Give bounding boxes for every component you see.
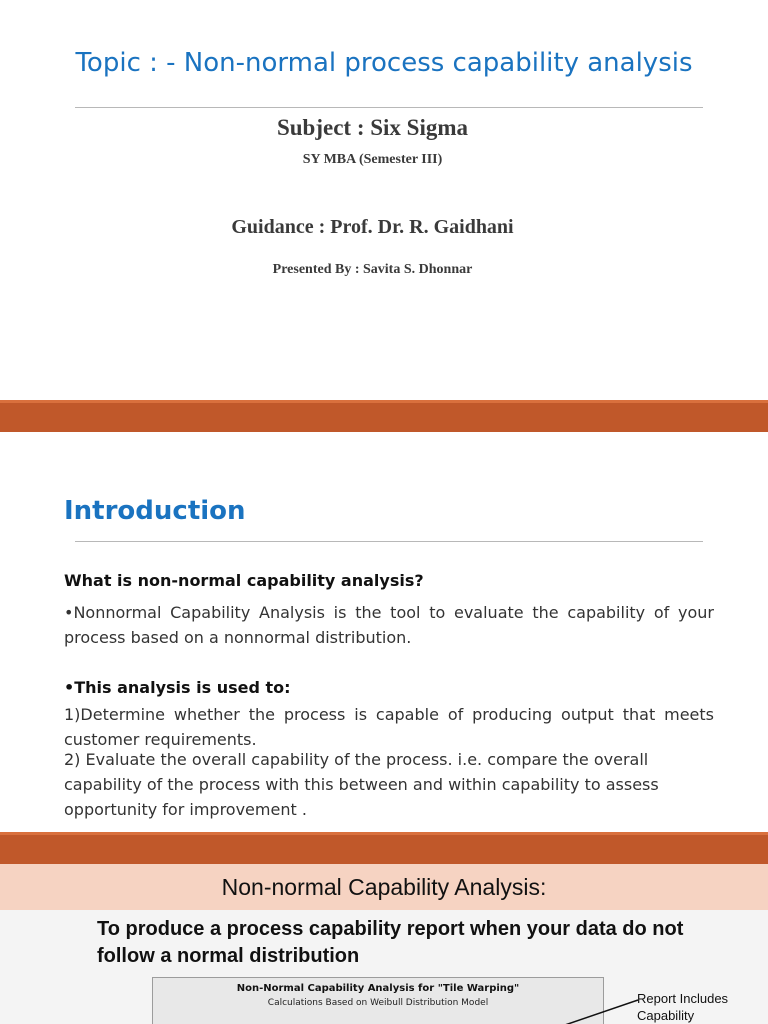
- slide-separator: [0, 832, 768, 864]
- slide-separator: [0, 400, 768, 432]
- capability-analysis-slide: [0, 864, 768, 1024]
- title-slide: [0, 0, 768, 400]
- introduction-divider: [75, 541, 703, 542]
- callout-text: Report Includes Capability: [637, 991, 729, 1023]
- introduction-title: Introduction: [64, 496, 246, 526]
- report-subtitle: Calculations Based on Weibull Distribution Model: [267, 998, 489, 1008]
- used-for-heading: •This analysis is used to:: [64, 678, 291, 697]
- title-divider: [75, 107, 703, 108]
- callout-pointer: [560, 998, 640, 1024]
- subject-line: Subject : Six Sigma: [276, 115, 469, 140]
- question-heading: What is non-normal capability analysis?: [64, 571, 424, 590]
- topic-title: Topic : - Non-normal process capability analysis: [75, 48, 693, 78]
- definition-paragraph: •Nonnormal Capability Analysis is the tool to evaluate the capability of your process based on a nonnormal distribution.: [64, 603, 714, 647]
- slide-subtitle: To produce a process capability report when your data do not follow a normal distribution: [97, 918, 684, 967]
- report-preview: [152, 977, 604, 1024]
- point-one-paragraph: 1)Determine whether the process is capable of producing output that meets customer requirements.: [64, 705, 714, 749]
- slide-header: Non-normal Capability Analysis:: [0, 864, 768, 910]
- report-title: Non-Normal Capability Analysis for "Tile Warping": [236, 983, 520, 994]
- guidance-line: Guidance : Prof. Dr. R. Gaidhani: [231, 216, 514, 238]
- point-two-paragraph: 2) Evaluate the overall capability of the process. i.e. compare the overall capability of the process with this between and within capability to assess opportunity for improvement .: [64, 750, 659, 819]
- introduction-slide: [0, 432, 768, 832]
- presented-by-line: Presented By : Savita S. Dhonnar: [272, 262, 473, 277]
- program-line: SY MBA (Semester III): [302, 152, 443, 167]
